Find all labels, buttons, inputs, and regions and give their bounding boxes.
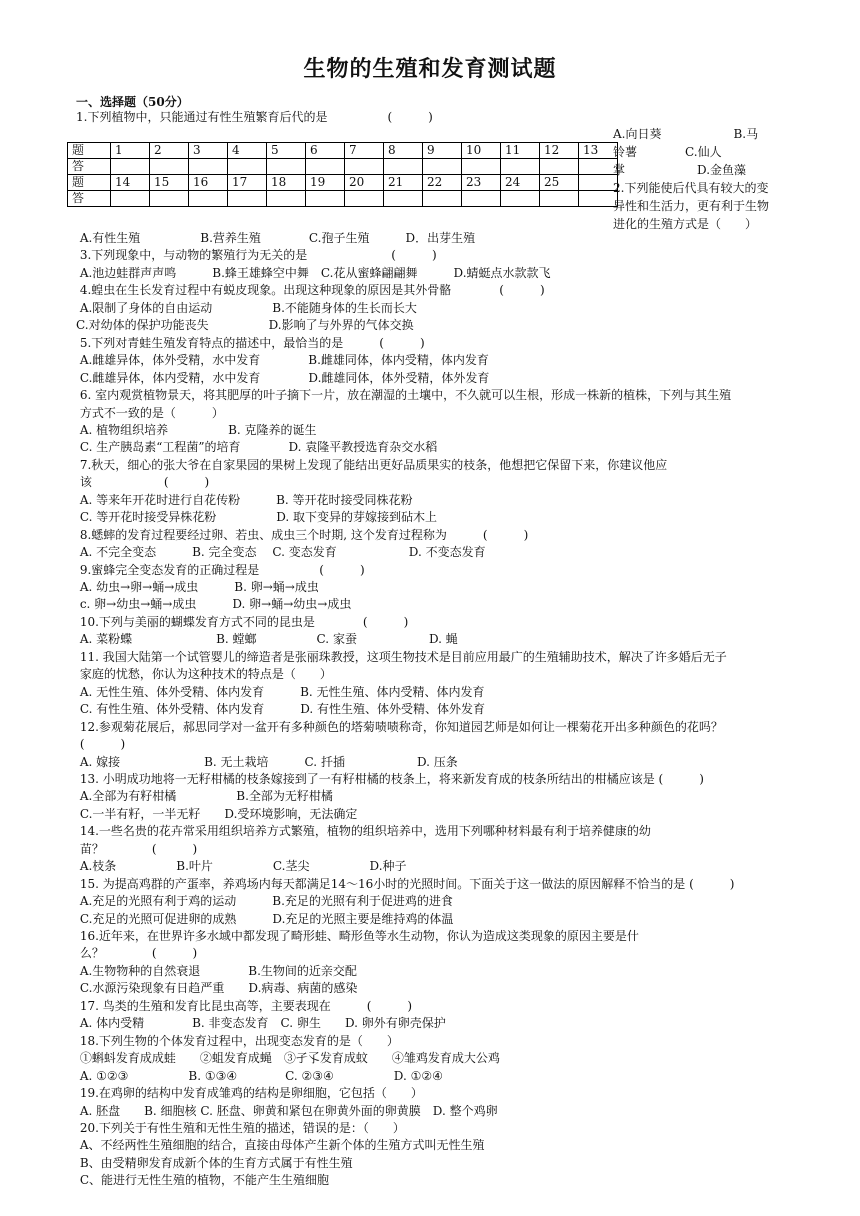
answer-cell[interactable]	[228, 159, 267, 175]
question-number: 9	[423, 143, 462, 159]
question-1: 1.下列植物中，只能通过有性生殖繁育后代的是 ( )	[76, 110, 433, 124]
question-number: 13	[579, 143, 618, 159]
question-number: 12	[540, 143, 579, 159]
question-line: 5.下列对青蛙生殖发育特点的描述中，最恰当的是 ( )	[76, 335, 425, 350]
question-line: A、不经两性生殖细胞的结合，直接由母体产生新个体的生殖方式叫无性生殖	[76, 1138, 485, 1153]
question-number: 4	[228, 143, 267, 159]
question-line: C.充足的光照可促进卵的成熟 D.充足的光照主要是维持鸡的体温	[76, 911, 454, 926]
question-line: A.充足的光照有利于鸡的运动 B.充足的光照有利于促进鸡的进食	[76, 894, 453, 909]
answer-table	[67, 142, 618, 207]
answer-cell[interactable]	[423, 191, 462, 207]
side-line: A.向日葵 B.马	[613, 127, 759, 141]
side-line: 异性和生活力，更有利于生物	[613, 199, 770, 213]
question-number: 24	[501, 175, 540, 191]
question-line: C. 有性生殖、体外受精、体内发育 D. 有性生殖、体外受精、体外发育	[76, 702, 486, 717]
answer-cell[interactable]	[501, 159, 540, 175]
question-number: 18	[267, 175, 306, 191]
table-row	[68, 191, 618, 207]
question-line: A.有性生殖 B.营养生殖 C.孢子生殖 D．出芽生殖	[76, 231, 476, 245]
question-line: A.限制了身体的自由运动 B.不能随身体的生长而长大	[76, 300, 417, 315]
question-line: A. 嫁接 B. 无土栽培 C. 扦插 D. 压条	[76, 754, 458, 769]
question-line: 8.蟋蟀的发育过程要经过卵、若虫、成虫三个时期, 这个发育过程称为 ( )	[76, 527, 529, 542]
question-line: 方式不一致的是（ ）	[76, 405, 224, 420]
question-line: C.一半有籽，一半无籽 D.受环境影响，无法确定	[76, 806, 358, 821]
question-number: 8	[384, 143, 423, 159]
question-number: 7	[345, 143, 384, 159]
question-line: c. 卵→幼虫→蛹→成虫 D. 卵→蛹→幼虫→成虫	[76, 597, 352, 612]
question-line: 13. 小明成功地将一无籽柑橘的枝条嫁接到了一有籽柑橘的枝条上，将来新发育成的枝条所结出的柑橘应该是 ( )	[76, 771, 704, 786]
row-label: 题	[68, 175, 111, 191]
question-line: A. 幼虫→卵→蛹→成虫 B. 卵→蛹→成虫	[76, 580, 319, 594]
section-heading: 一、选择题（50分）	[76, 95, 189, 109]
answer-cell[interactable]	[111, 159, 150, 175]
answer-cell[interactable]	[189, 191, 228, 207]
question-line: A.枝条 B.叶片 C.茎尖 D.种子	[76, 859, 407, 874]
answer-cell[interactable]	[462, 191, 501, 207]
question-line: 6. 室内观赏植物景天，将其肥厚的叶子摘下一片，放在潮湿的土壤中，不久就可以生根，形成一株新的植株，下列与其生殖	[76, 388, 732, 403]
answer-cell[interactable]	[384, 191, 423, 207]
answer-cell[interactable]	[579, 159, 618, 175]
answer-cell[interactable]	[189, 159, 228, 175]
side-line: 2.下列能使后代具有较大的变	[613, 181, 769, 195]
question-line: A. 菜粉蝶 B. 螳螂 C. 家蚕 D. 蝇	[76, 632, 458, 647]
question-line: A. 等来年开花时进行自花传粉 B. 等开花时接受同株花粉	[76, 492, 413, 507]
question-line: A. ①②③ B. ①③④ C. ②③④ D. ①②④	[76, 1068, 443, 1083]
answer-cell[interactable]	[306, 191, 345, 207]
page-title: 生物的生殖和发育测试题	[303, 57, 557, 82]
question-number: 16	[189, 175, 228, 191]
row-label: 答	[68, 159, 111, 175]
question-line: 20.下列关于有性生殖和无性生殖的描述，错误的是：（ ）	[76, 1120, 405, 1135]
question-line: C.对幼体的保护功能丧失 D.影响了与外界的气体交换	[76, 318, 414, 333]
side-text	[613, 125, 783, 233]
question-line: 17. 鸟类的生殖和发育比昆虫高等，主要表现在 ( )	[76, 998, 413, 1013]
question-number: 1	[111, 143, 150, 159]
table-row	[68, 159, 618, 175]
question-line: A.生物物种的自然衰退 B.生物间的近亲交配	[76, 963, 357, 978]
question-line: C、能进行无性生殖的植物，不能产生生殖细胞	[76, 1173, 329, 1188]
question-number: 17	[228, 175, 267, 191]
question-line: 16.近年来，在世界许多水域中都发现了畸形蛙、畸形鱼等水生动物，你认为造成这类现象的原因主要是什	[76, 929, 639, 943]
question-line: 么？ ( )	[76, 946, 198, 961]
answer-cell[interactable]	[267, 159, 306, 175]
answer-cell[interactable]	[423, 159, 462, 175]
question-number: 19	[306, 175, 345, 191]
question-number: 6	[306, 143, 345, 159]
question-number: 23	[462, 175, 501, 191]
question-line: A. 植物组织培养 B. 克隆养的诞生	[76, 422, 317, 437]
answer-cell[interactable]	[540, 191, 579, 207]
question-line: A.全部为有籽柑橘 B.全部为无籽柑橘	[76, 789, 333, 804]
question-line: B、由受精卵发育成新个体的生育方式属于有性生殖	[76, 1155, 353, 1170]
question-line: A.雌雄异体，体外受精，水中发育 B.雌雄同体，体内受精，体内发育	[76, 353, 489, 368]
question-line: A. 胚盘 B. 细胞核 C. 胚盘、卵黄和紧包在卵黄外面的卵黄膜 D. 整个鸡卵	[76, 1103, 498, 1118]
question-number: 15	[150, 175, 189, 191]
answer-cell[interactable]	[111, 191, 150, 207]
table-row	[68, 175, 618, 191]
question-number: 25	[540, 175, 579, 191]
question-number: 14	[111, 175, 150, 191]
question-line: ( )	[76, 737, 126, 752]
answer-cell[interactable]	[540, 159, 579, 175]
question-line: C.水源污染现象有日趋严重 D.病毒、病菌的感染	[76, 981, 358, 996]
question-line: 7.秋天，细心的张大爷在自家果园的果树上发现了能结出更好品质果实的枝条，他想把它保留下来，你建议他应	[76, 457, 668, 472]
question-number: 2	[150, 143, 189, 159]
question-line: 4.蝗虫在生长发育过程中有蜕皮现象。出现这种现象的原因是其外骨骼 ( )	[76, 283, 545, 298]
question-line: A. 无性生殖、体外受精、体内发育 B. 无性生殖、体内受精、体内发育	[76, 684, 485, 699]
answer-cell[interactable]	[345, 191, 384, 207]
row-label: 答	[68, 191, 111, 207]
question-line: 该 ( )	[76, 475, 210, 490]
answer-cell[interactable]	[501, 191, 540, 207]
question-number: 11	[501, 143, 540, 159]
side-line: 掌 D.金鱼藻	[613, 163, 747, 177]
answer-cell[interactable]	[462, 159, 501, 175]
answer-cell[interactable]	[384, 159, 423, 175]
question-line: 9.蜜蜂完全变态发育的正确过程是 ( )	[76, 562, 365, 577]
answer-cell[interactable]	[150, 191, 189, 207]
question-line: 家庭的忧愁，你认为这种技术的特点是（ ）	[76, 667, 332, 682]
side-line: 进化的生殖方式是（ ）	[613, 217, 758, 231]
question-line: 14.一些名贵的花卉常采用组织培养方式繁殖，植物的组织培养中，选用下列哪种材料最有利于培养健康的幼	[76, 824, 651, 839]
answer-cell[interactable]	[228, 191, 267, 207]
question-line: A.池边蛙群声声鸣 B.蜂王雄蜂空中舞 C.花从蜜蜂翩翩舞 D.蜻蜓点水款款飞	[76, 265, 551, 280]
question-line: 3.下列现象中，与动物的繁殖行为无关的是 ( )	[76, 248, 437, 263]
question-line: A. 体内受精 B. 非变态发育 C. 卵生 D. 卵外有卵壳保护	[76, 1016, 446, 1031]
question-line: C.雌雄异体，体内受精，水中发育 D.雌雄同体，体外受精，体外发育	[76, 370, 490, 385]
question-line: C. 等开花时接受异株花粉 D. 取下变异的芽嫁接到砧木上	[76, 510, 438, 525]
question-line: ①蝌蚪发育成成蛙 ②蛆发育成蝇 ③孑孓发育成蚊 ④雏鸡发育成大公鸡	[76, 1051, 500, 1066]
question-line: 12.参观菊花展后，郝思同学对一盆开有多种颜色的塔菊啧啧称奇，你知道园艺师是如何让一棵菊花开出多种颜色的花吗？	[76, 719, 723, 734]
answer-cell[interactable]	[579, 191, 618, 207]
question-number: 21	[384, 175, 423, 191]
question-line: 18.下列生物的个体发育过程中，出现变态发育的是（ ）	[76, 1033, 399, 1048]
side-line: 铃薯 C.仙人	[613, 145, 722, 159]
question-line: 19.在鸡卵的结构中发育成雏鸡的结构是卵细胞，它包括（ ）	[76, 1086, 423, 1101]
question-number: 5	[267, 143, 306, 159]
question-number	[579, 175, 618, 191]
answer-cell[interactable]	[150, 159, 189, 175]
answer-cell[interactable]	[306, 159, 345, 175]
row-label: 题	[68, 143, 111, 159]
answer-cell[interactable]	[345, 159, 384, 175]
question-line: 苗？ ( )	[76, 841, 198, 856]
question-number: 10	[462, 143, 501, 159]
question-line: 10.下列与美丽的蝴蝶发育方式不同的昆虫是 ( )	[76, 614, 409, 629]
question-line: A. 不完全变态 B. 完全变态 C. 变态发育 D. 不变态发育	[76, 545, 486, 560]
question-number: 20	[345, 175, 384, 191]
table-row	[68, 143, 618, 159]
question-number: 22	[423, 175, 462, 191]
question-line: C. 生产胰岛素“工程菌”的培育 D. 袁隆平教授选育杂交水稻	[76, 440, 438, 455]
question-line: 15. 为提高鸡群的产蛋率，养鸡场内每天都满足14～16小时的光照时间。下面关于这一做法的原因解释不恰当的是 ( )	[76, 876, 735, 891]
question-number: 3	[189, 143, 228, 159]
question-line: 11. 我国大陆第一个试管婴儿的缔造者是张丽珠教授，这项生物技术是目前应用最广的生殖辅助技术，解决了许多婚后无子	[76, 649, 727, 664]
answer-cell[interactable]	[267, 191, 306, 207]
